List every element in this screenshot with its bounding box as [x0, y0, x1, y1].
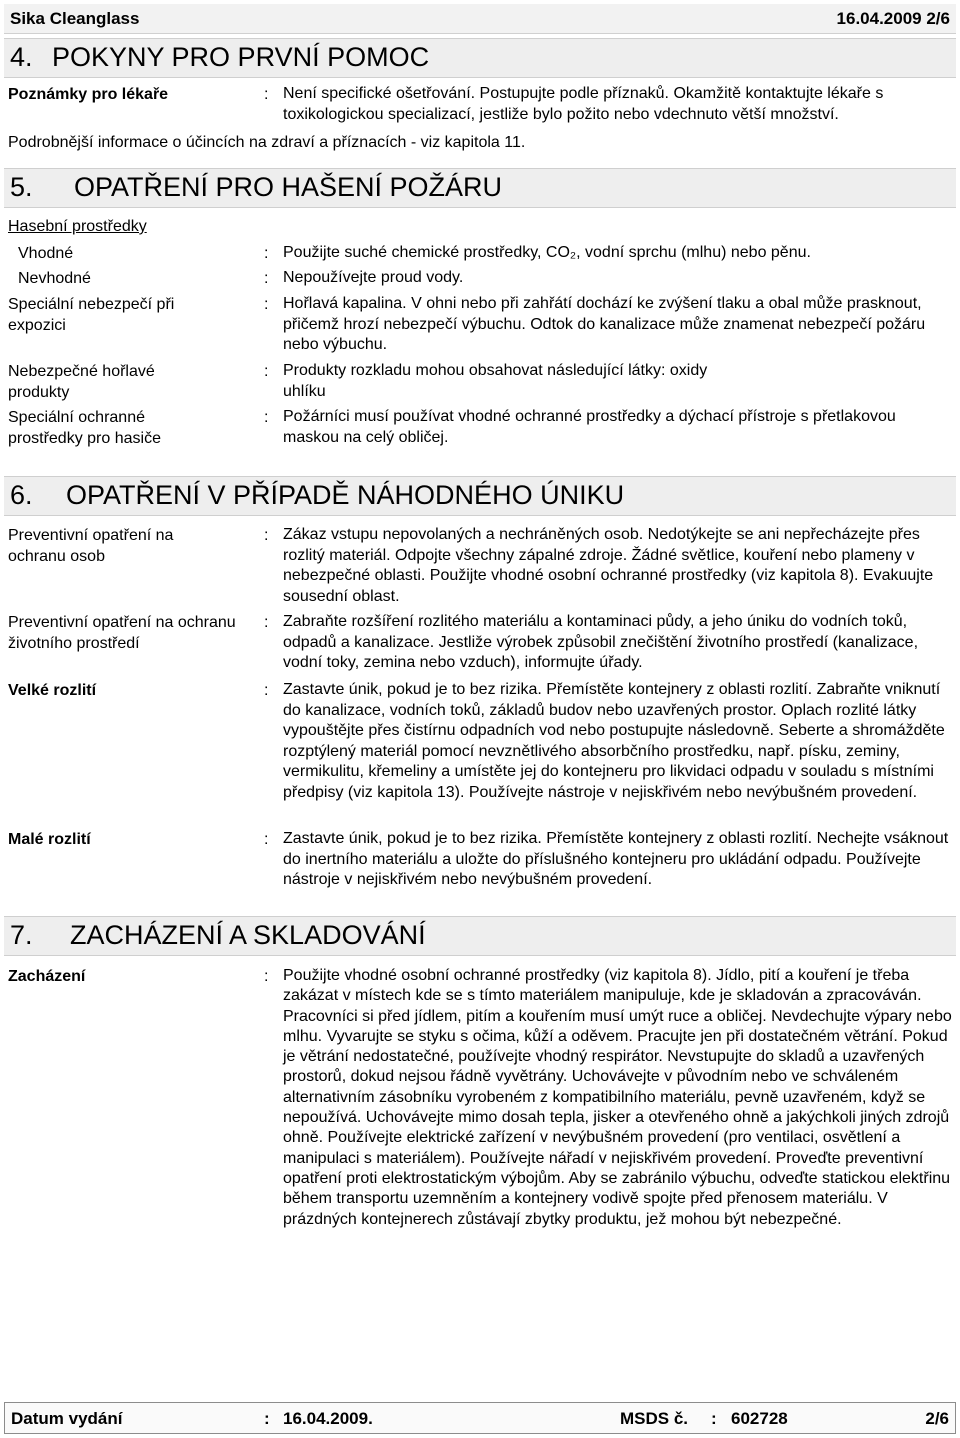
- field-colon: :: [264, 409, 269, 426]
- field-colon: :: [264, 968, 269, 985]
- field-value: Zastavte únik, pokud je to bez rizika. Přemístěte kontejnery z oblasti rozlití. Zabraňte vniknutí do kanalizace, vodních toků, základů budov nebo uzavřených prostor. Oplach rozlité látky vypouštějte přes čistírnu odpadních vod nebo postupujte následovně. Seberte a shromážděte rozptýlený materiál pomocí nevznětlivého absorbčního prostředku, např. písku, zeminy, vermikulitu, křemeliny a umístěte jej do kontejneru pro likvidaci odpadu v souladu s místními předpisy (viz kapitola 13). Používejte nástroje v nejiskřivém nebo nevýbušném provedení.: [283, 681, 945, 801]
- field-label: Nevhodné: [18, 270, 91, 287]
- section-number: 5.: [10, 172, 33, 202]
- field-label: Nebezpečné hořlavé produkty: [8, 363, 155, 401]
- field-colon: :: [264, 363, 269, 380]
- issue-date: 16.04.2009.: [283, 1409, 373, 1428]
- extinguishing-media-subhead: Hasební prostředky: [8, 218, 147, 235]
- field-label: Speciální nebezpečí při expozici: [8, 296, 175, 334]
- section-6-header: [4, 476, 956, 516]
- field-value: Zastavte únik, pokud je to bez rizika. Přemístěte kontejnery z oblasti rozlití. Nechejte vsáknout do inertního materiálu a uložte do příslušného kontejneru pro ukládání odpadu. Používejte nástroje v nejiskřivém nebo nevýbušném provedení.: [283, 830, 949, 888]
- msds-number: 602728: [731, 1409, 788, 1428]
- section-title: OPATŘENÍ V PŘÍPADĚ NÁHODNÉHO ÚNIKU: [66, 480, 625, 510]
- section-number: 6.: [10, 480, 33, 510]
- field-colon: :: [264, 86, 269, 103]
- msds-label: MSDS č.: [620, 1409, 689, 1428]
- field-label: Preventivní opatření na ochranu životního prostředí: [8, 614, 236, 652]
- field-label: Vhodné: [18, 245, 74, 262]
- footer-page: 2/6: [925, 1409, 949, 1428]
- field-value: Není specifické ošetřování. Postupujte podle příznaků. Okamžitě kontaktujte lékaře s toxikologickou specializací, jestliže bylo požito nebo vdechnuto větší množství.: [283, 85, 884, 123]
- footer-colon: :: [264, 1409, 270, 1428]
- section-title: OPATŘENÍ PRO HAŠENÍ POŽÁRU: [74, 172, 503, 202]
- section-number: 7.: [10, 920, 33, 950]
- field-label: Malé rozlití: [8, 831, 91, 848]
- field-colon: :: [264, 270, 269, 287]
- field-label: Poznámky pro lékaře: [8, 86, 169, 103]
- field-label: Velké rozlití: [8, 682, 97, 699]
- field-value: Použijte vhodné osobní ochranné prostředky (viz kapitola 8). Jídlo, pití a kouření je třeba zakázat v místech kde se s tímto materiálem manipuluje, kde je skladován a zpracováván. Pracovníci si před jídlem, pitím a kouřením musí umýt ruce a obličej. Nevdechujte výpary nebo mlhu. Vyvarujte se styku s očima, kůží a oděvem. Pracujte jen při dostatečném větrání. Pokud je větrání nedostatečné, používejte vhodný respirátor. Nevstupujte do skladů a uzavřených prostorů, dokud nejsou řádně vyvětrány. Uchovávejte v původním nebo ve schváleném alternativním zásobníku vyrobeném z kompatibilního materiálu, pevně uzavřeném, když se nepoužívá. Uchovávejte mimo dosah tepla, jisker a otevřeného ohně a jakýchkoli jiných zdrojů ohně. Používejte elektrické zařízení v nevýbušném provedení (pro ventilaci, osvětlení a manipulaci s materiálem). Používejte nářadí v nejiskřivém provedení. Proveďte preventivní opatření proti elektrostatickým výbojům. Aby se zabránilo výbuchu, odveďte statickou elektřinu během transportu uzemněním a kontejnery vodivě spojte před přenosem materiálu. V prázdných kontejnerech zůstávají zbytky produktu, jež mohou být nebezpečné.: [283, 967, 952, 1228]
- issue-date-label: Datum vydání: [11, 1409, 123, 1428]
- section-7-header: [4, 916, 956, 956]
- field-colon: :: [264, 245, 269, 262]
- field-value: Hořlavá kapalina. V ohni nebo při zahřátí dochází ke zvýšení tlaku a obal může prasknout, přičemž hrozí nebezpečí výbuchu. Odtok do kanalizace může znamenat nebezpečí požáru nebo výbuchu.: [283, 295, 926, 353]
- section-number: 4.: [10, 42, 33, 72]
- field-value: Produkty rozkladu mohou obsahovat následující látky: oxidy uhlíku: [283, 362, 708, 400]
- field-label: Speciální ochranné prostředky pro hasiče: [8, 409, 161, 447]
- field-colon: :: [264, 831, 269, 848]
- section-5-header: [4, 168, 956, 208]
- field-value: Zákaz vstupu nepovolaných a nechráněných osob. Nedotýkejte se ani nepřecházejte přes rozlitý materiál. Odpojte všechny zápalné zdroje. Žádné světlice, kouření nebo plameny v nebezpečné oblasti. Použijte vhodné osobní ochranné prostředky (viz kapitola 8). Evakuujte sousední oblast.: [283, 526, 934, 605]
- field-colon: :: [264, 527, 269, 544]
- section-4-header: [4, 38, 956, 78]
- field-value: Použijte suché chemické prostředky, CO₂, vodní sprchu (mlhu) nebo pěnu.: [283, 244, 811, 261]
- product-name: Sika Cleanglass: [10, 9, 140, 28]
- section-4-note: Podrobnější informace o účincích na zdraví a příznacích - viz kapitola 11.: [8, 134, 526, 151]
- field-label: Preventivní opatření na ochranu osob: [8, 527, 174, 565]
- document-header: [4, 4, 956, 34]
- field-value: Požárníci musí používat vhodné ochranné prostředky a dýchací přístroje s přetlakovou maskou na celý obličej.: [283, 408, 896, 446]
- field-colon: :: [264, 682, 269, 699]
- field-value: Nepoužívejte proud vody.: [283, 269, 464, 286]
- header-date-page: 16.04.2009 2/6: [836, 9, 950, 28]
- field-colon: :: [264, 296, 269, 313]
- section-title: ZACHÁZENÍ A SKLADOVÁNÍ: [70, 920, 426, 950]
- section-title: POKYNY PRO PRVNÍ POMOC: [52, 42, 430, 72]
- field-label: Zacházení: [8, 968, 86, 985]
- msds-colon: :: [711, 1409, 717, 1428]
- field-value: Zabraňte rozšíření rozlitého materiálu a kontaminaci půdy, a jeho úniku do vodních toků, odpadů a kanalizace. Jestliže výrobek způsobil znečištění životního prostředí (kanalizace, vodní toky, zemina nebo vzduch), informujte úřady.: [283, 613, 919, 671]
- document-footer: [4, 1402, 956, 1434]
- field-colon: :: [264, 614, 269, 631]
